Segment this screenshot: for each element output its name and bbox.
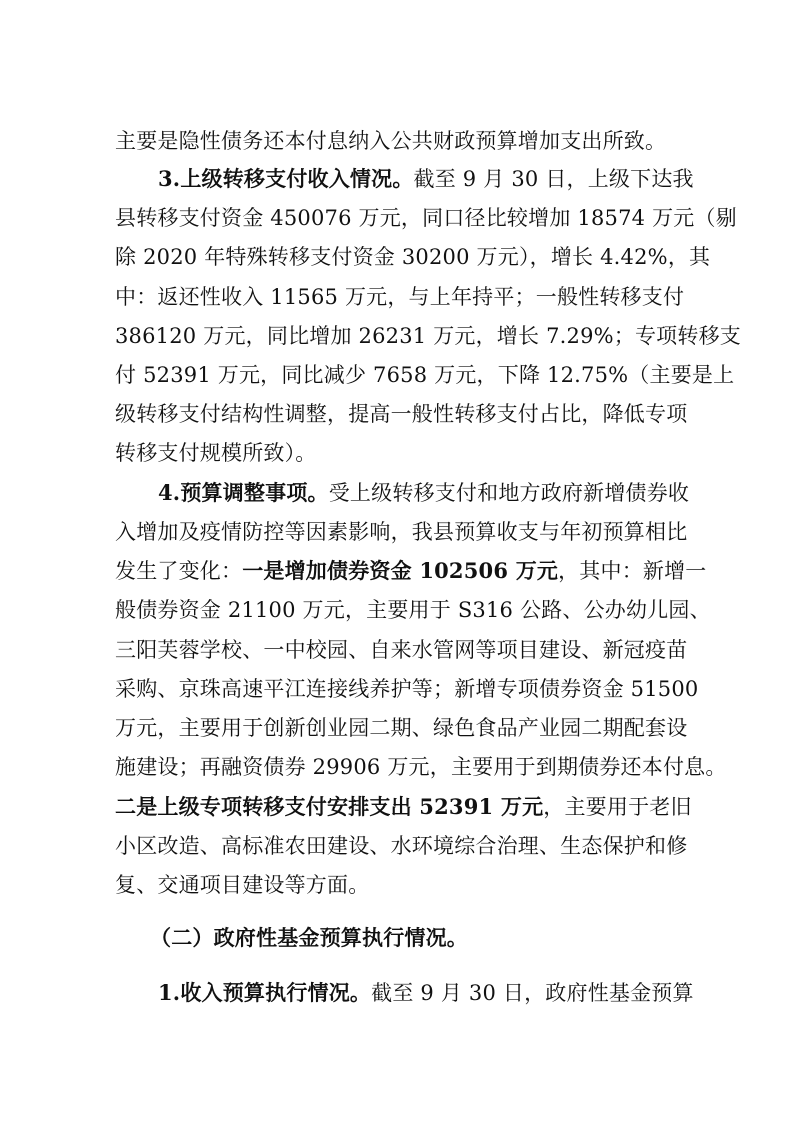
text-line-15: 采购、京珠高速平江连接线养护等；新增专项债券资金 51500	[115, 677, 699, 701]
text-line-8: 级转移支付结构性调整，提高一般性转移支付占比，降低专项	[115, 402, 688, 426]
text-line-4: 除 2020 年特殊转移支付资金 30200 万元），增长 4.42%，其	[115, 245, 711, 269]
text-line-3: 县转移支付资金 450076 万元，同口径比较增加 18574 万元（剔	[115, 206, 737, 230]
heading-label: 4.预算调整事项。	[158, 480, 329, 505]
bold-phrase: 一是增加债券资金 102506 万元	[242, 558, 559, 583]
section-heading-transfer-income: 3.上级转移支付收入情况。截至 9 月 30 日，上级下达我	[158, 166, 694, 191]
section-heading-budget-adjustment: 4.预算调整事项。受上级转移支付和地方政府新增债券收	[158, 480, 690, 505]
text-line-7: 付 52391 万元，同比减少 7658 万元，下降 12.75%（主要是上	[115, 363, 735, 387]
text-line-6: 386120 万元，同比增加 26231 万元，增长 7.29%；专项转移支	[115, 324, 741, 348]
text-line-14: 三阳芙蓉学校、一中校园、自来水管网等项目建设、新冠疫苗	[115, 638, 688, 662]
heading-label: 1.收入预算执行情况。	[158, 980, 372, 1005]
text-line-1: 主要是隐性债务还本付息纳入公共财政预算增加支出所致。	[115, 129, 667, 153]
text-line-20: 复、交通项目建设等方面。	[115, 873, 370, 897]
bold-phrase: 二是上级专项转移支付安排支出 52391 万元	[115, 794, 544, 819]
text-line-11: 入增加及疫情防控等因素影响，我县预算收支与年初预算相比	[115, 520, 688, 544]
text-line-16: 万元，主要用于创新创业园二期、绿色食品产业园二期配套设	[115, 716, 688, 740]
section-heading-income-execution: 1.收入预算执行情况。截至 9 月 30 日，政府性基金预算	[158, 980, 694, 1005]
text-line-9: 转移支付规模所致）。	[115, 441, 317, 465]
heading-label: 3.上级转移支付收入情况。	[158, 166, 414, 191]
heading-label: （二）政府性基金预算执行情况。	[150, 925, 468, 950]
text-line-5: 中：返还性收入 11565 万元，与上年持平；一般性转移支付	[115, 285, 685, 309]
section-heading-gov-fund-budget	[150, 920, 681, 956]
text-line-13: 般债券资金 21100 万元，主要用于 S316 公路、公办幼儿园、	[115, 598, 711, 622]
text-line-19: 小区改造、高标准农田建设、水环境综合治理、生态保护和修	[115, 834, 688, 858]
text-line-18: 二是上级专项转移支付安排支出 52391 万元，主要用于老旧	[115, 794, 692, 819]
text-line-12: 发生了变化：一是增加债券资金 102506 万元，其中：新增一	[115, 558, 707, 583]
text-line-17: 施建设；再融资债券 29906 万元，主要用于到期债券还本付息。	[115, 755, 727, 779]
